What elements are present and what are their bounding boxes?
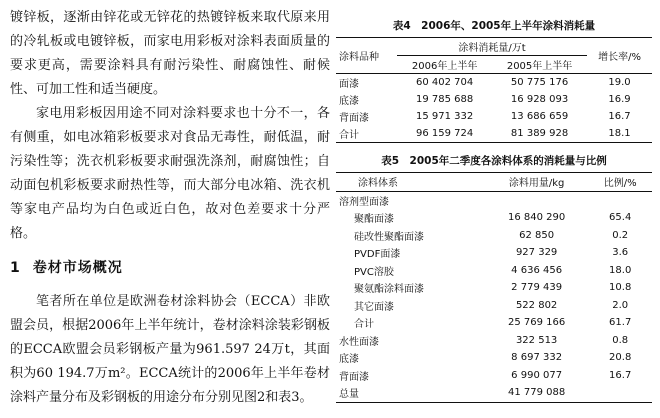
table5-cell-usage: 16 840 290	[507, 212, 566, 224]
section-heading	[10, 256, 330, 280]
table4-cell-2006: 96 159 724	[397, 125, 492, 143]
table5-cell-system: PVC溶胶	[354, 266, 394, 278]
table5-cell-ratio: 10.8	[609, 282, 632, 294]
table4-cell-name: 底漆	[339, 96, 359, 107]
table4-header-product: 涂料品种	[336, 38, 397, 74]
tables-column	[336, 0, 652, 403]
table5-cell-ratio	[588, 191, 652, 209]
table4-cell-2006: 19 785 688	[415, 94, 474, 105]
table5-cell-ratio: 3.6	[612, 247, 629, 259]
table-row	[336, 191, 652, 209]
table-row	[336, 244, 652, 262]
table5-cell-ratio: 20.8	[609, 352, 632, 364]
section-number: 1	[10, 260, 21, 276]
table4-cell-2005: 50 775 176	[510, 77, 569, 88]
table4-cell-2005: 13 686 659	[510, 111, 569, 122]
table-row	[336, 279, 652, 297]
table-row	[336, 314, 652, 332]
table5-cell-usage: 25 769 166	[507, 317, 566, 329]
table5-cell-usage: 522 802	[515, 299, 558, 311]
table4-cell-2006: 60 402 704	[415, 77, 474, 88]
table5-cell-ratio: 18.0	[609, 264, 632, 276]
table-row	[336, 297, 652, 315]
table4-header-2006: 2006年上半年	[397, 56, 492, 74]
table5	[336, 172, 652, 403]
table5-cell-system: 水性面漆	[339, 336, 379, 348]
table5-cell-ratio: 65.4	[609, 212, 632, 224]
table4-cell-name: 背面漆	[339, 113, 369, 124]
table-row	[336, 209, 652, 227]
table5-caption: 表5 2005年二季度各涂料体系的消耗量与比例	[381, 155, 607, 167]
table5-cell-ratio: 0.8	[612, 334, 629, 346]
paragraph-market-overview: 笔者所在单位是欧洲卷材涂料协会（ECCA）非欧盟会员，根据2006年上半年统计，卷材涂料涂装彩钢板的ECCA欧盟会员彩钢板产量为961.597 24万t，其面积为60 194.7万m²。ECCA统计的2006年上半年卷材涂料产量分布及彩钢板的用途分布分别见图2和表3。	[10, 294, 330, 405]
table4-header-growth: 增长率/%	[587, 38, 652, 74]
table5-cell-system: 聚氨酯涂料面漆	[354, 284, 424, 296]
table-row	[336, 262, 652, 280]
table5-cell-system: 总量	[336, 384, 485, 402]
table5-header-system: 涂料体系	[336, 173, 485, 192]
paragraph-coating-requirements: 镀锌板，逐渐由锌花或无锌花的热镀锌板来取代原来用的冷轧板或电镀锌板，而家电用彩板对涂料表面质量的要求更高，需要涂料具有耐污染性、耐腐蚀性、耐候性、可加工性和适当硬度。	[10, 10, 330, 97]
table5-cell-system: 背面漆	[339, 371, 369, 383]
table5-header-usage: 涂料用量/kg	[485, 173, 589, 192]
table4-caption: 表4 2006年、2005年上半年涂料消耗量	[392, 20, 596, 32]
table5-cell-usage: 927 329	[515, 247, 558, 259]
table5-cell-system: PVDF面漆	[354, 249, 401, 261]
table4	[336, 37, 652, 143]
paragraph-appliance-requirements: 家电用彩板因用途不同对涂料要求也十分不一，各有侧重，如电冰箱彩板要求对食品无毒性，耐低温，耐污染性等；洗衣机彩板要求耐强洗涤剂，耐腐蚀性；自动面包机彩板要求耐热性等，而大部分电冰箱、洗衣机等家电产品均为白色或近白色，故对色差要求十分严格。	[10, 106, 330, 241]
table5-header-ratio: 比例/%	[588, 173, 652, 192]
table4-cell-name: 面漆	[339, 79, 359, 90]
table-row	[336, 367, 652, 385]
table4-header-consumption: 涂料消耗量/万t	[397, 38, 587, 56]
table4-cell-growth: 18.1	[587, 125, 652, 143]
table-row	[336, 384, 652, 402]
table5-cell-system: 底漆	[339, 354, 359, 366]
table5-cell-ratio: 16.7	[609, 369, 632, 381]
table5-cell-usage: 4 636 456	[511, 264, 563, 276]
table-row	[336, 91, 652, 108]
table4-cell-growth: 19.0	[608, 77, 631, 88]
table5-cell-usage	[485, 191, 589, 209]
table5-cell-ratio: 2.0	[612, 299, 629, 311]
table4-cell-growth: 16.7	[608, 111, 631, 122]
table-row	[336, 227, 652, 245]
table5-cell-system: 其它面漆	[354, 301, 394, 313]
table-row	[336, 74, 652, 92]
table-row	[336, 332, 652, 350]
table5-cell-usage: 322 513	[515, 334, 558, 346]
table4-cell-2005: 81 389 928	[492, 125, 587, 143]
table5-cell-ratio: 61.7	[609, 317, 632, 329]
table4-header-2005: 2005年上半年	[492, 56, 587, 74]
table4-cell-name: 合计	[336, 125, 397, 143]
table5-cell-ratio	[588, 384, 652, 402]
table-row	[336, 125, 652, 143]
body-text-column	[10, 6, 330, 410]
table5-cell-usage: 6 990 077	[511, 369, 563, 381]
table5-cell-system: 溶剂型面漆	[339, 196, 389, 208]
table5-cell-system: 聚酯面漆	[354, 214, 394, 226]
table4-cell-growth: 16.9	[608, 94, 631, 105]
table-row	[336, 349, 652, 367]
table5-cell-system: 合计	[354, 319, 374, 331]
cropped-text-fragment	[336, 0, 652, 12]
section-title: 卷材市场概况	[32, 260, 123, 276]
table4-cell-2005: 16 928 093	[510, 94, 569, 105]
table5-cell-ratio: 0.2	[612, 229, 629, 241]
table5-cell-usage: 62 850	[519, 229, 555, 241]
table5-cell-usage: 2 779 439	[511, 282, 563, 294]
table4-cell-2006: 15 971 332	[415, 111, 474, 122]
table-row	[336, 108, 652, 125]
table5-cell-system: 硅改性聚酯面漆	[354, 231, 424, 243]
table5-cell-usage: 41 779 088	[485, 384, 589, 402]
table5-cell-usage: 8 697 332	[511, 352, 563, 364]
